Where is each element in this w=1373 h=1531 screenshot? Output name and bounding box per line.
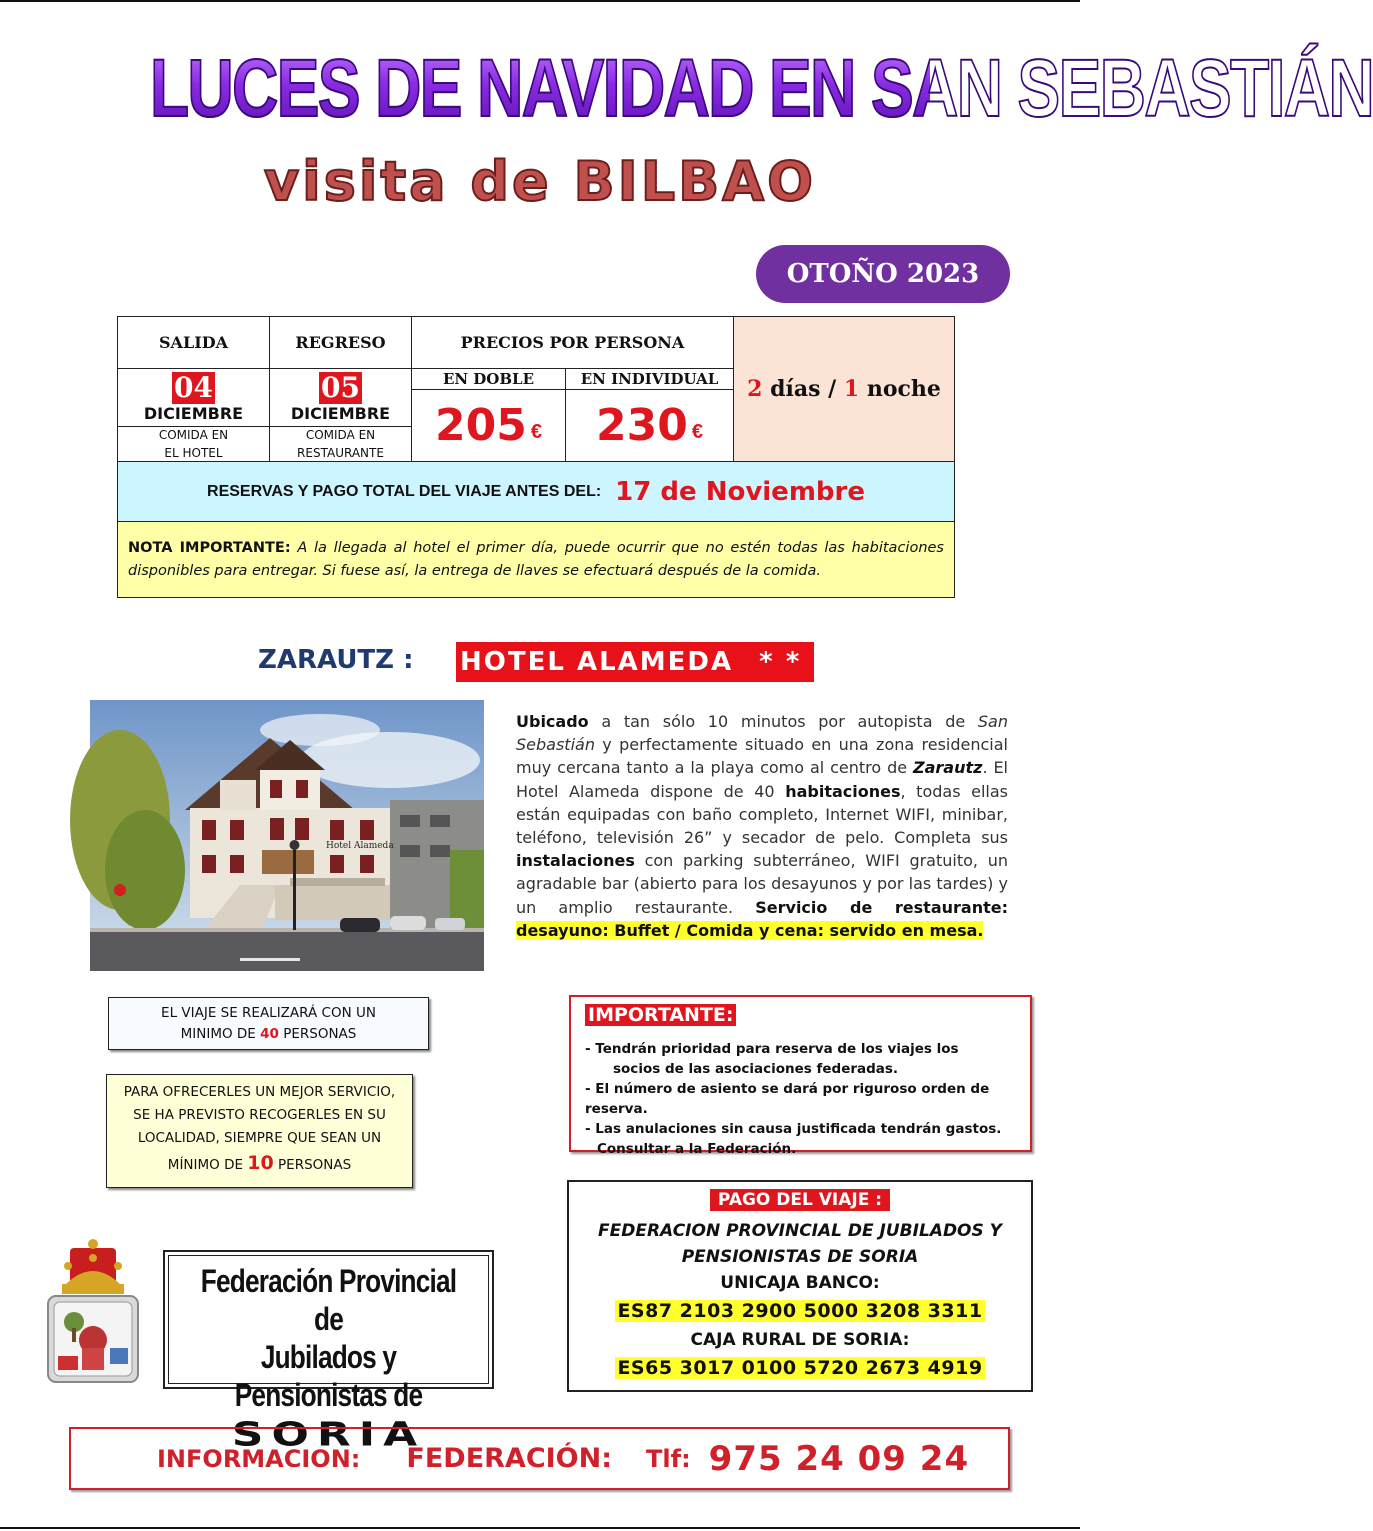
- regreso-date: [269, 368, 412, 427]
- header-precios: PRECIOS POR PERSONA: [411, 316, 734, 369]
- dias-label: días: [770, 376, 821, 402]
- desc-habitaciones: habitaciones: [785, 781, 901, 801]
- noche-label: noche: [866, 376, 941, 402]
- desc-ubicado: Ubicado: [516, 712, 589, 731]
- pago-iban2: ES65 3017 0100 5720 2673 4919: [617, 1357, 983, 1379]
- service-line2: SE HA PREVISTO RECOGERLES EN SU: [133, 1107, 386, 1123]
- individual-price: 230: [596, 400, 688, 451]
- importante-item2: - El número de asiento se dará por riguroso orden de reserva.: [585, 1081, 990, 1117]
- federacion-line3: SORIA: [231, 1415, 426, 1454]
- desc-part8: , todas ellas están equipadas con baño completo, Internet WIFI, minibar, teléfono, televisión 26” y secador de pelo. Completa sus: [516, 781, 1008, 848]
- desc-zarautz: Zarautz: [913, 758, 983, 778]
- pago-box: [567, 1180, 1033, 1392]
- regreso-note-line2: RESTAURANTE: [297, 446, 384, 460]
- salida-note: [117, 426, 270, 462]
- salida-note-line2: EL HOTEL: [164, 446, 223, 460]
- service-line4a: MÍNIMO DE: [167, 1157, 248, 1173]
- doble-price: 205: [435, 400, 527, 451]
- pago-title: PAGO DEL VIAJE :: [710, 1189, 890, 1211]
- desc-instalaciones: instalaciones: [516, 851, 635, 871]
- season-badge: OTOÑO 2023: [756, 245, 1010, 303]
- noche-num: 1: [843, 376, 860, 402]
- hotel-name-banner: [456, 642, 814, 682]
- importante-item1b: socios de las asociaciones federadas.: [613, 1061, 899, 1077]
- service-num: 10: [247, 1152, 274, 1174]
- desc-servicio: Servicio de restaurante:: [755, 897, 1008, 917]
- page-title: LUCES DE NAVIDAD EN SAN SEBASTIÁN: [150, 43, 1373, 134]
- header-salida: SALIDA: [117, 316, 270, 369]
- footer-tlf-label: Tlf:: [646, 1444, 691, 1473]
- salida-note-line1: COMIDA EN: [158, 428, 229, 442]
- hotel-photo: [90, 700, 484, 971]
- regreso-note: [269, 426, 412, 462]
- importante-item4: Consultar a la Federación.: [597, 1141, 797, 1157]
- desc-part6: . El Hotel Alameda dispone de 40: [516, 758, 1009, 801]
- footer-federacion-label: FEDERACIÓN:: [406, 1443, 613, 1474]
- service-line1: PARA OFRECERLES UN MEJOR SERVICIO,: [123, 1084, 396, 1100]
- min-box-line2b: PERSONAS: [278, 1026, 357, 1042]
- dias-num: 2: [747, 376, 763, 402]
- importante-item3: - Las anulaciones sin causa justificada tendrán gastos.: [585, 1121, 1002, 1137]
- pago-bank2: CAJA RURAL DE SORIA:: [690, 1330, 910, 1350]
- pago-org1: FEDERACION PROVINCIAL DE JUBILADOS Y: [598, 1221, 1002, 1241]
- individual-price-cell: [565, 389, 734, 462]
- doble-price-cell: [411, 389, 566, 462]
- min-box-line1: EL VIAJE SE REALIZARÁ CON UN: [161, 1005, 376, 1021]
- nota-text: A la llegada al hotel el primer día, puede ocurrir que no estén todas las habitaciones disponibles para entregar. Si fuese así, la entrega de llaves se efectuará después de la comida.: [128, 539, 944, 579]
- federacion-line2: Jubilados y Pensionistas de: [234, 1339, 423, 1413]
- importante-box: [569, 995, 1032, 1157]
- bottom-border: [0, 1527, 1080, 1529]
- regreso-note-line1: COMIDA EN: [305, 428, 376, 442]
- desc-servicio-detail: desayuno: Buffet / Comida y cena: servido en mesa.: [516, 920, 984, 940]
- desc-san-sebastian: San Sebastián: [516, 712, 1008, 755]
- top-border: [0, 0, 1080, 2]
- page-subtitle: visita de BILBAO: [40, 150, 1040, 213]
- individual-currency: €: [691, 421, 703, 443]
- regreso-month: DICIEMBRE: [290, 404, 391, 423]
- doble-currency: €: [530, 421, 542, 443]
- importante-item1a: - Tendrán prioridad para reserva de los viajes los: [585, 1041, 959, 1057]
- service-line3: LOCALIDAD, SIEMPRE QUE SEAN UN: [137, 1130, 382, 1146]
- duration-cell: [733, 316, 955, 462]
- hotel-location: ZARAUTZ :: [258, 645, 414, 675]
- nota-row: [117, 521, 955, 598]
- hotel-sign: Hotel Alameda: [326, 841, 394, 851]
- doble-label: EN DOBLE: [411, 368, 566, 390]
- salida-date: [117, 368, 270, 427]
- footer-info-label: INFORMACION:: [157, 1444, 361, 1473]
- pago-bank1: UNICAJA BANCO:: [720, 1273, 880, 1293]
- header-regreso: REGRESO: [269, 316, 412, 369]
- soria-coat-of-arms: [44, 1236, 142, 1386]
- hotel-description: [516, 710, 1008, 942]
- min-box-line2a: MINIMO DE: [180, 1026, 261, 1042]
- pickup-service-box: [106, 1074, 413, 1188]
- footer-phone: 975 24 09 24: [708, 1438, 970, 1479]
- service-line4b: PERSONAS: [273, 1157, 352, 1173]
- min-box-num: 40: [260, 1026, 279, 1042]
- hotel-name: HOTEL ALAMEDA: [460, 647, 734, 677]
- nota-label: NOTA IMPORTANTE:: [128, 539, 291, 556]
- duration-sep: /: [828, 376, 837, 402]
- reserva-date: 17 de Noviembre: [615, 476, 865, 507]
- desc-part2: a tan sólo 10 minutos por autopista de: [588, 712, 978, 731]
- hotel-stars: * *: [759, 647, 802, 677]
- salida-day: 04: [174, 371, 213, 404]
- federacion-logo-box: [163, 1250, 494, 1454]
- salida-month: DICIEMBRE: [143, 404, 244, 423]
- importante-title: IMPORTANTE:: [585, 1004, 736, 1026]
- desc-part4: y perfectamente situado en una zona residencial muy cercana tanto a la playa como al centro de: [516, 735, 1008, 778]
- reserva-text: RESERVAS Y PAGO TOTAL DEL VIAJE ANTES DEL:: [207, 482, 602, 500]
- regreso-day: 05: [321, 371, 360, 404]
- federacion-line1: Federación Provincial de: [200, 1263, 457, 1337]
- reserva-row: [117, 461, 955, 522]
- min-persons-box: [108, 997, 429, 1050]
- desc-part10: con parking subterráneo, WIFI gratuito, un agradable bar (abierto para los desayunos y por las tardes) y un amplio restaurante.: [516, 851, 1008, 917]
- individual-label: EN INDIVIDUAL: [565, 368, 734, 390]
- pago-iban1: ES87 2103 2900 5000 3208 3311: [617, 1300, 983, 1322]
- footer-info-box: [69, 1427, 1010, 1490]
- pago-org2: PENSIONISTAS DE SORIA: [681, 1247, 919, 1267]
